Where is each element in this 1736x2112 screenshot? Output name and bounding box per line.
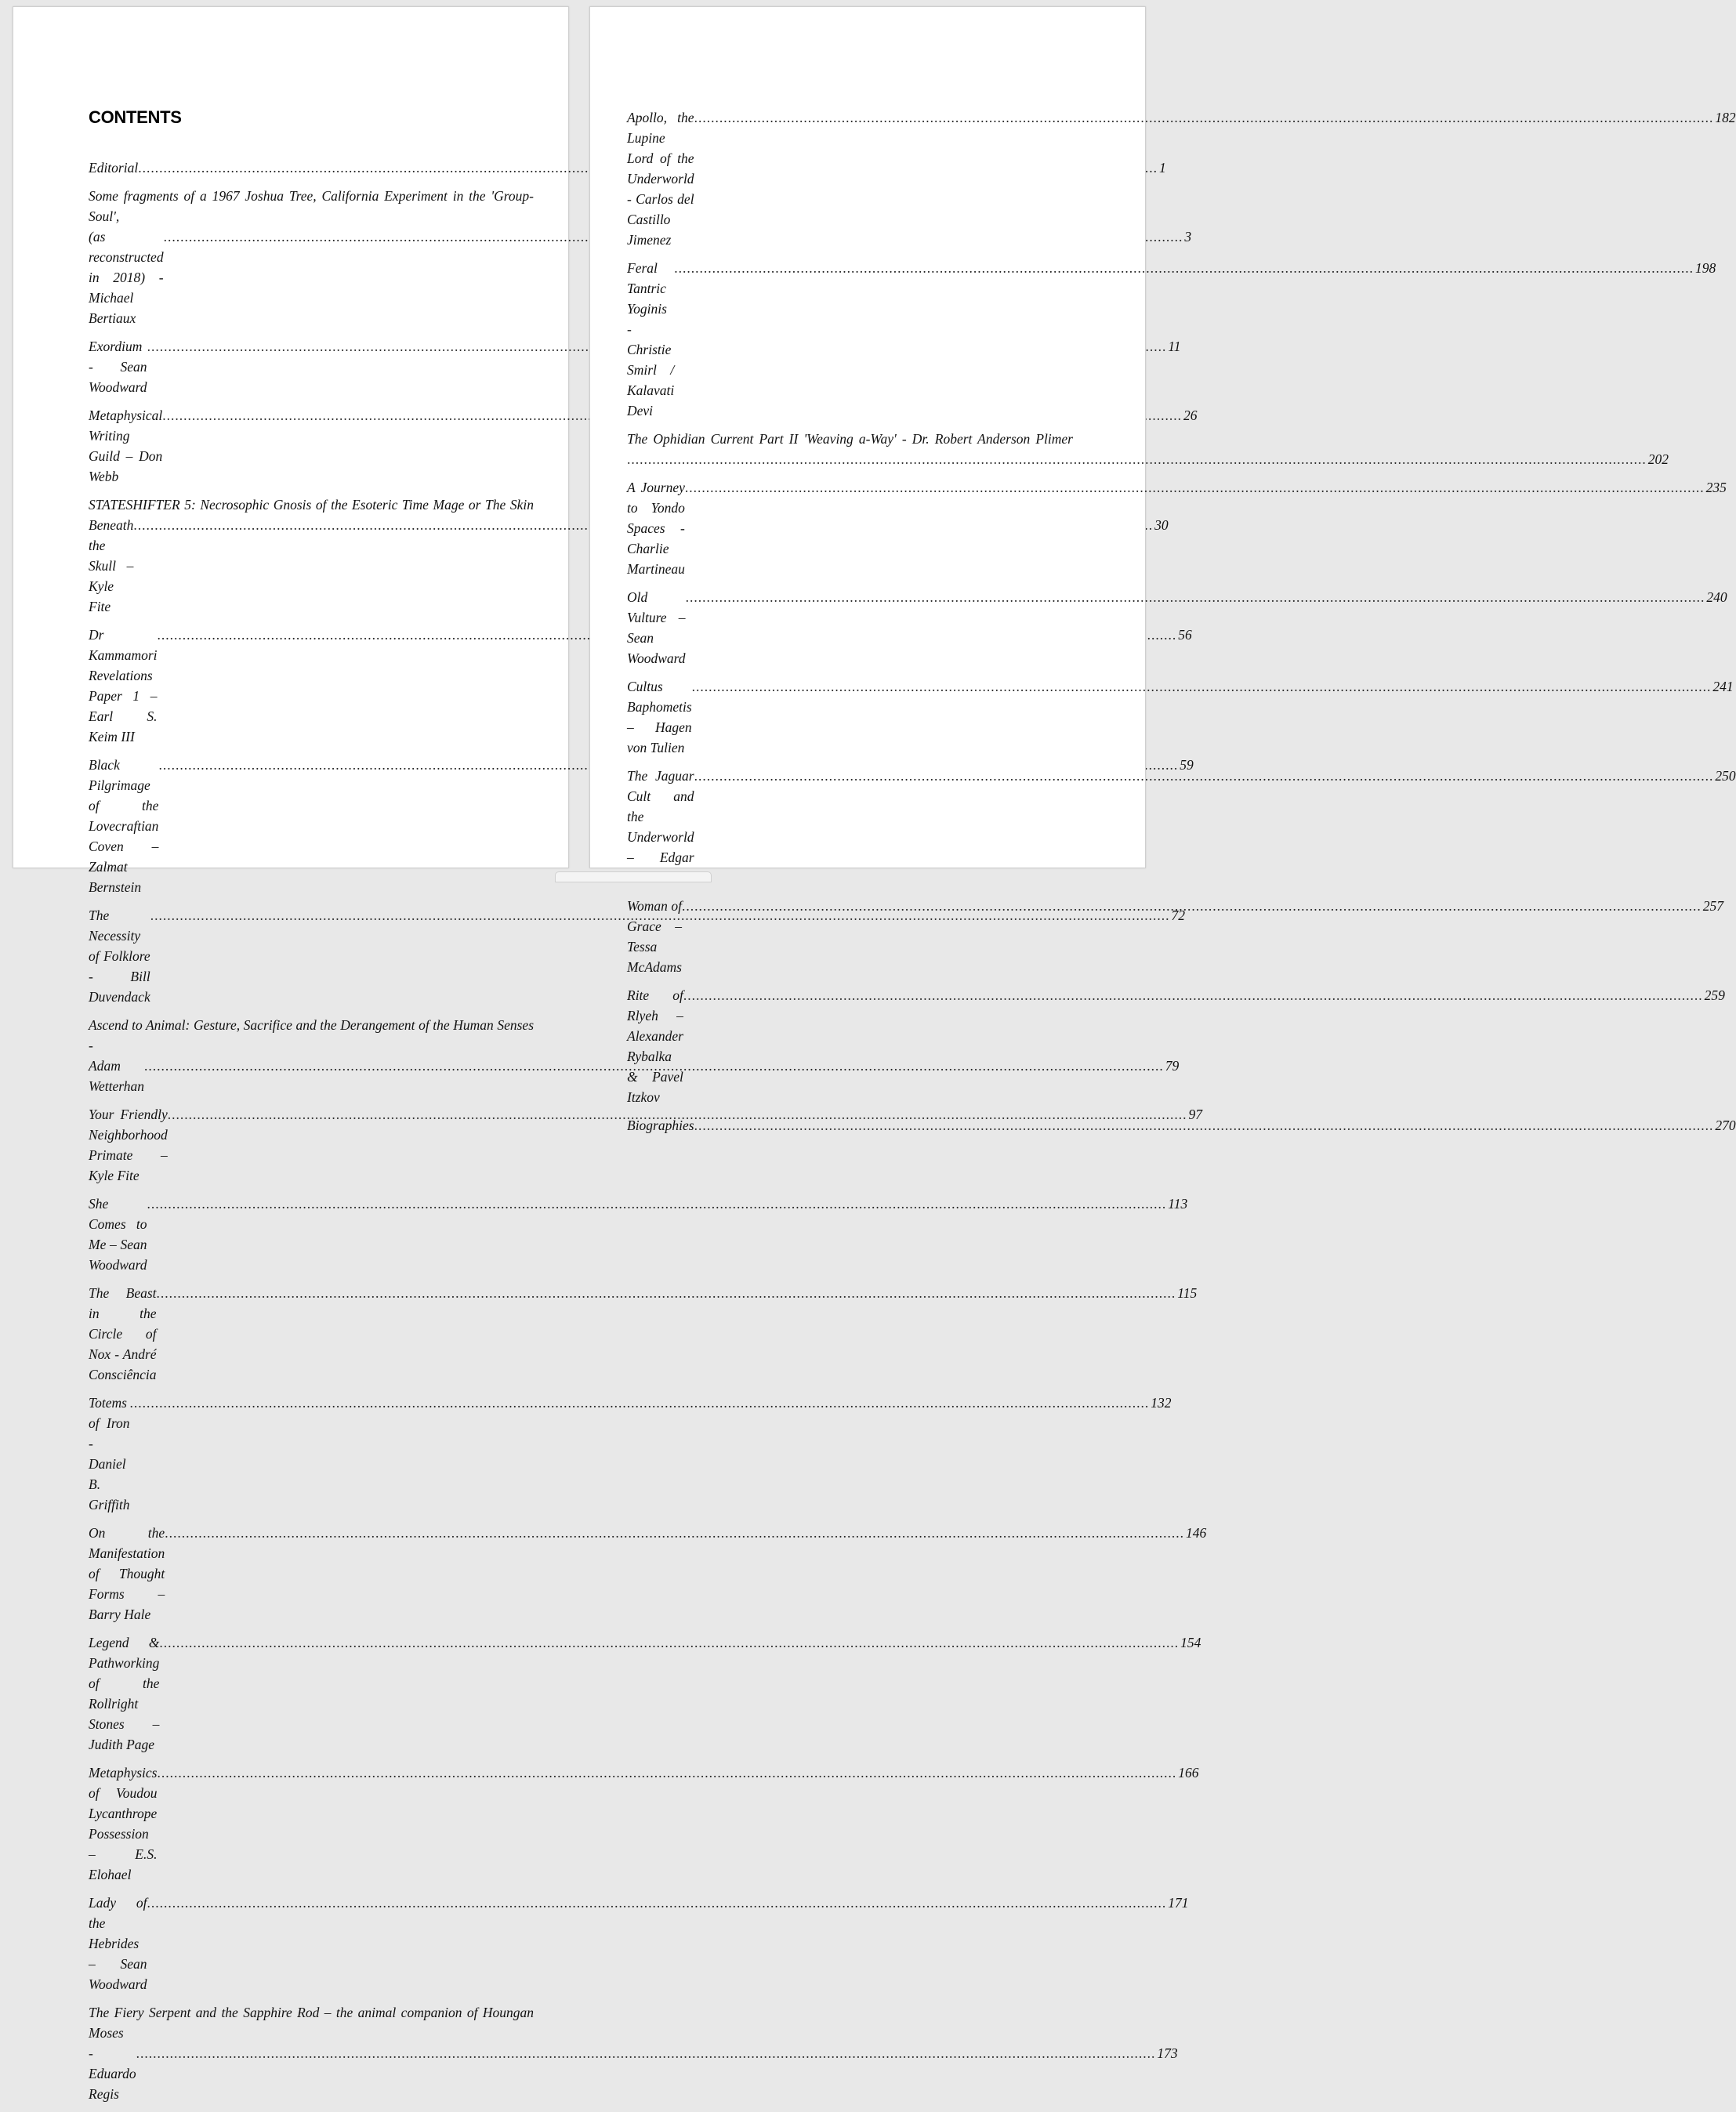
- toc-page-number: 56: [1178, 627, 1192, 643]
- dot-leader: [627, 449, 1647, 469]
- toc-entry-title: The Necessity of Folklore - Bill Duvendack: [89, 907, 150, 1005]
- toc-page-number: 250: [1715, 768, 1736, 784]
- toc-entry[interactable]: [89, 158, 1166, 178]
- toc-page-number: 72: [1171, 907, 1185, 923]
- toc-entry-title: Metaphysics of Voudou Lycanthrope Possession – E.S. Elohael: [89, 1765, 158, 1882]
- toc-page-number: 235: [1705, 480, 1727, 495]
- toc-entry[interactable]: [627, 429, 1669, 469]
- toc-entry[interactable]: [89, 1283, 1198, 1385]
- contents-heading: CONTENTS: [89, 107, 182, 127]
- toc-entry-title: Feral Tantric Yoginis - Christie Smirl / Kalavati Devi: [627, 260, 675, 418]
- toc-page-number: 171: [1168, 1895, 1189, 1911]
- toc-page-number: 113: [1168, 1196, 1188, 1212]
- toc-page-number: 59: [1180, 757, 1194, 773]
- toc-entry-title: Old Vulture – Sean Woodward: [627, 589, 686, 666]
- dot-leader: [694, 107, 1714, 128]
- toc-entry-title-line: The Fiery Serpent and the Sapphire Rod – the animal companion of Houngan Moses: [89, 2005, 534, 2041]
- toc-page-number: 259: [1704, 987, 1725, 1003]
- toc-entry[interactable]: [89, 186, 1192, 328]
- toc-entry-title-line: STATESHIFTER 5: Necrosophic Gnosis of the Esoteric Time Mage or The Skin: [89, 497, 534, 513]
- toc-entry-title: Woman of Grace – Tessa McAdams: [627, 898, 682, 975]
- toc-entry-title: Editorial: [89, 160, 139, 176]
- toc-entry-title: (as reconstructed in 2018) - Michael Bertiaux: [89, 229, 164, 326]
- toc-entry[interactable]: [89, 1194, 1188, 1275]
- toc-page-number: 132: [1151, 1395, 1172, 1411]
- dot-leader: [147, 1194, 1167, 1214]
- dot-leader: [686, 587, 1705, 607]
- toc-entry-title: Black Pilgrimage of the Lovecraftian Coven – Zalmat Bernstein: [89, 757, 159, 895]
- toc-page-number: 30: [1154, 517, 1169, 533]
- toc-entry[interactable]: [89, 1523, 1207, 1625]
- toc-page-number: 240: [1706, 589, 1727, 605]
- dot-leader: [694, 1115, 1714, 1136]
- dot-leader: [683, 985, 1703, 1005]
- toc-entry-title: Apollo, the Lupine Lord of the Underworld - Carlos del Castillo Jimenez: [627, 110, 694, 248]
- toc-entry[interactable]: [89, 1632, 1201, 1755]
- toc-entry-title: Your Friendly Neighborhood Primate – Kyle Fite: [89, 1107, 168, 1183]
- toc-entry-title: The Jaguar Cult and the Underworld – Edgar: [627, 768, 694, 865]
- toc-entry[interactable]: [627, 107, 1736, 250]
- toc-page-number: 1: [1158, 160, 1166, 176]
- dot-leader: [136, 2043, 1156, 2063]
- toc-page-number: 115: [1177, 1285, 1198, 1301]
- toc-entry-title: She Comes to Me – Sean Woodward: [89, 1196, 147, 1273]
- toc-entry-title: Exordium - Sean Woodward: [89, 339, 147, 395]
- toc-page-number: 154: [1180, 1635, 1201, 1650]
- toc-page-number: 146: [1185, 1525, 1207, 1541]
- toc-entry[interactable]: [89, 2002, 1178, 2104]
- toc-page-number: 11: [1168, 339, 1181, 354]
- dot-leader: [159, 1632, 1179, 1653]
- toc-page-number: 182: [1715, 110, 1736, 125]
- toc-entry[interactable]: [89, 1393, 1172, 1515]
- dot-leader: [694, 766, 1714, 786]
- dot-leader: [157, 1762, 1176, 1783]
- toc-page-number: 257: [1702, 898, 1723, 914]
- toc-entry[interactable]: [89, 1762, 1199, 1885]
- toc-page-number: 173: [1157, 2045, 1178, 2061]
- dot-leader: [165, 1523, 1184, 1543]
- toc-entry-title: Totems of Iron - Daniel B. Griffith: [89, 1395, 130, 1512]
- toc-entry-title: Biographies: [627, 1118, 694, 1133]
- toc-page-number: 79: [1165, 1058, 1180, 1074]
- toc-entry-title: On the Manifestation of Thought Forms – Barry Hale: [89, 1525, 165, 1622]
- dot-leader: [147, 1893, 1167, 1913]
- dot-leader: [157, 1283, 1176, 1303]
- toc-entry-title: - Eduardo Regis: [89, 2045, 136, 2102]
- toc-entry-title: Beneath the Skull – Kyle Fite: [89, 517, 134, 614]
- toc-entry-title: Lady of the Hebrides – Sean Woodward: [89, 1895, 147, 1992]
- toc-entry-title-line: The Ophidian Current Part II 'Weaving a-Way' - Dr. Robert Anderson Plimer: [627, 431, 1073, 447]
- toc-entry[interactable]: [627, 766, 1736, 888]
- toc-entry[interactable]: [627, 676, 1734, 758]
- toc-page-number: 26: [1183, 408, 1198, 423]
- toc-entry-title-line: Ascend to Animal: Gesture, Sacrifice and the Derangement of the Human Senses -: [89, 1017, 534, 1053]
- toc-entry-title-line: Some fragments of a 1967 Joshua Tree, California Experiment in the 'Group-Soul',: [89, 188, 534, 224]
- toc-page-number: 270: [1715, 1118, 1736, 1133]
- toc-page-number: 202: [1647, 451, 1669, 467]
- dot-leader: [130, 1393, 1150, 1413]
- toc-entry-title: The Beast in the Circle of Nox - André Consciência: [89, 1285, 157, 1382]
- toc-page-number: 241: [1712, 679, 1734, 694]
- toc-entry-title: Metaphysical Writing Guild – Don Webb: [89, 408, 163, 484]
- dot-leader: [674, 258, 1694, 278]
- toc-page-number: 166: [1178, 1765, 1199, 1781]
- toc-entry-title: A Journey to Yondo Spaces - Charlie Martineau: [627, 480, 685, 577]
- dot-leader: [685, 477, 1705, 498]
- page-navigation-tab[interactable]: [555, 871, 712, 882]
- toc-entry[interactable]: [627, 1115, 1736, 1136]
- toc-page-number: 97: [1188, 1107, 1203, 1122]
- dot-leader: [682, 896, 1702, 916]
- toc-entry-title: Dr Kammamori Revelations Paper 1 – Earl S. Keim III: [89, 627, 158, 744]
- toc-page-number: 3: [1184, 229, 1192, 245]
- toc-entry[interactable]: [89, 336, 1181, 397]
- dot-leader: [692, 676, 1712, 697]
- toc-entry-title: Cultus Baphometis – Hagen von Tulien: [627, 679, 692, 755]
- toc-entry-title: Rite of Rlyeh – Alexander Rybalka & Pavel Itzkov: [627, 987, 683, 1105]
- toc-entry[interactable]: [89, 1893, 1189, 1994]
- toc-entry-title: Legend & Pathworking of the Rollright Stones – Judith Page: [89, 1635, 160, 1752]
- toc-page-number: 198: [1695, 260, 1716, 276]
- toc-entry-title: Adam Wetterhan: [89, 1058, 144, 1094]
